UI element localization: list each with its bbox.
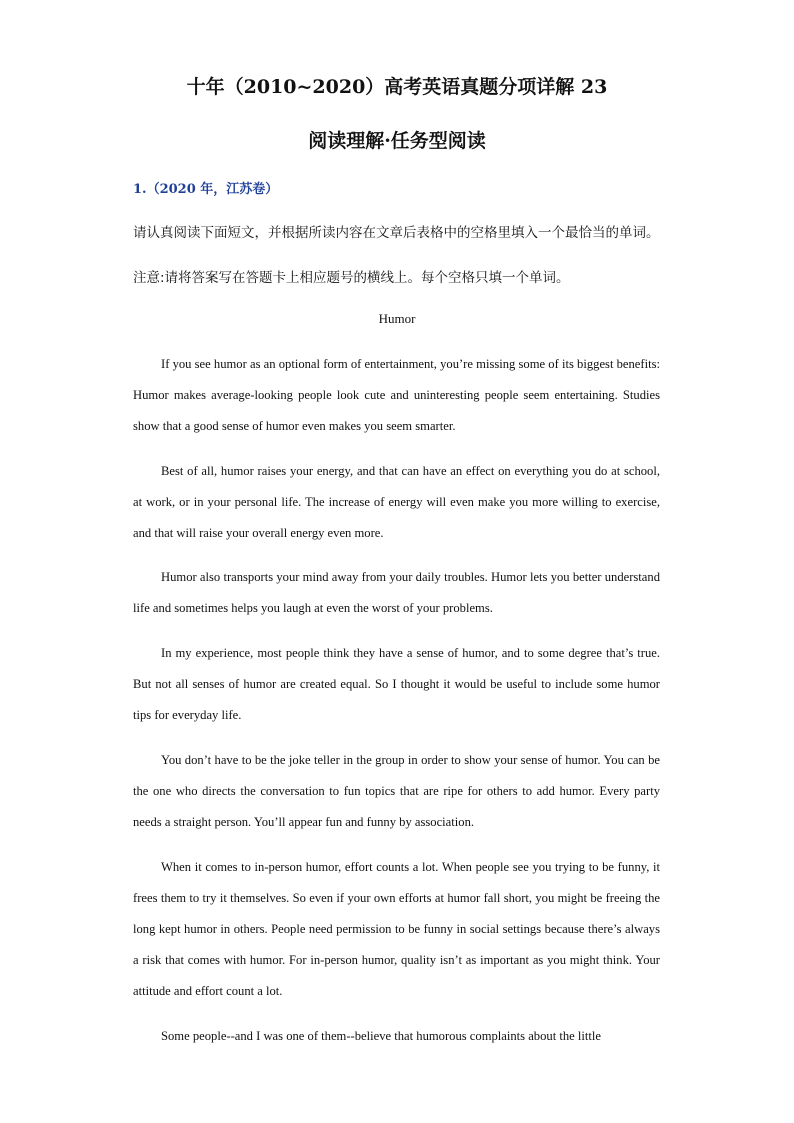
- page-title: 十年（2010~2020）高考英语真题分项详解 23: [186, 76, 608, 98]
- passage-title: Humor: [378, 311, 416, 326]
- passage-paragraph: When it comes to in-person humor, effort counts a lot. When people see you trying to be funny, it frees them to try it themselves. So even if your own efforts at humor fall short, you might be freeing the long kept humor in others. People need permission to be funny in social settings because there’s always a risk that comes with humor. For in-person humor, quality isn’t as important as you might think. Your attitude and effort count a lot.: [133, 860, 660, 998]
- instruction-note: 注意:请将答案写在答题卡上相应题号的横线上。每个空格只填一个单词。: [133, 270, 570, 286]
- passage-paragraph: Humor also transports your mind away from your daily troubles. Humor lets you better understand life and sometimes helps you laugh at even the worst of your problems.: [133, 570, 660, 615]
- passage-paragraph: Best of all, humor raises your energy, and that can have an effect on everything you do at school, at work, or in your personal life. The increase of energy will even make you more willing to exercise, and that will raise your overall energy even more.: [133, 464, 660, 540]
- page-subtitle: 阅读理解·任务型阅读: [308, 130, 486, 152]
- passage-paragraph: Some people--and I was one of them--believe that humorous complaints about the little: [161, 1029, 601, 1043]
- passage-paragraph: In my experience, most people think they have a sense of humor, and to some degree that’s true. But not all senses of humor are created equal. So I thought it would be useful to include some humor tips for everyday life.: [133, 646, 660, 722]
- passage-paragraph: If you see humor as an optional form of entertainment, you’re missing some of its biggest benefits: Humor makes average-looking people look cute and uninteresting people seem entertaining. Studies show that a good sense of humor even makes you seem smarter.: [133, 357, 660, 433]
- passage-paragraph: You don’t have to be the joke teller in the group in order to show your sense of humor. You can be the one who directs the conversation to fun topics that are ripe for others to add humor. Every party needs a straight person. You’ll appear fun and funny by association.: [133, 753, 660, 829]
- question-heading: 1.（2020 年，江苏卷）: [133, 182, 279, 197]
- instruction-line: 请认真阅读下面短文，并根据所读内容在文章后表格中的空格里填入一个最恰当的单词。: [133, 225, 660, 241]
